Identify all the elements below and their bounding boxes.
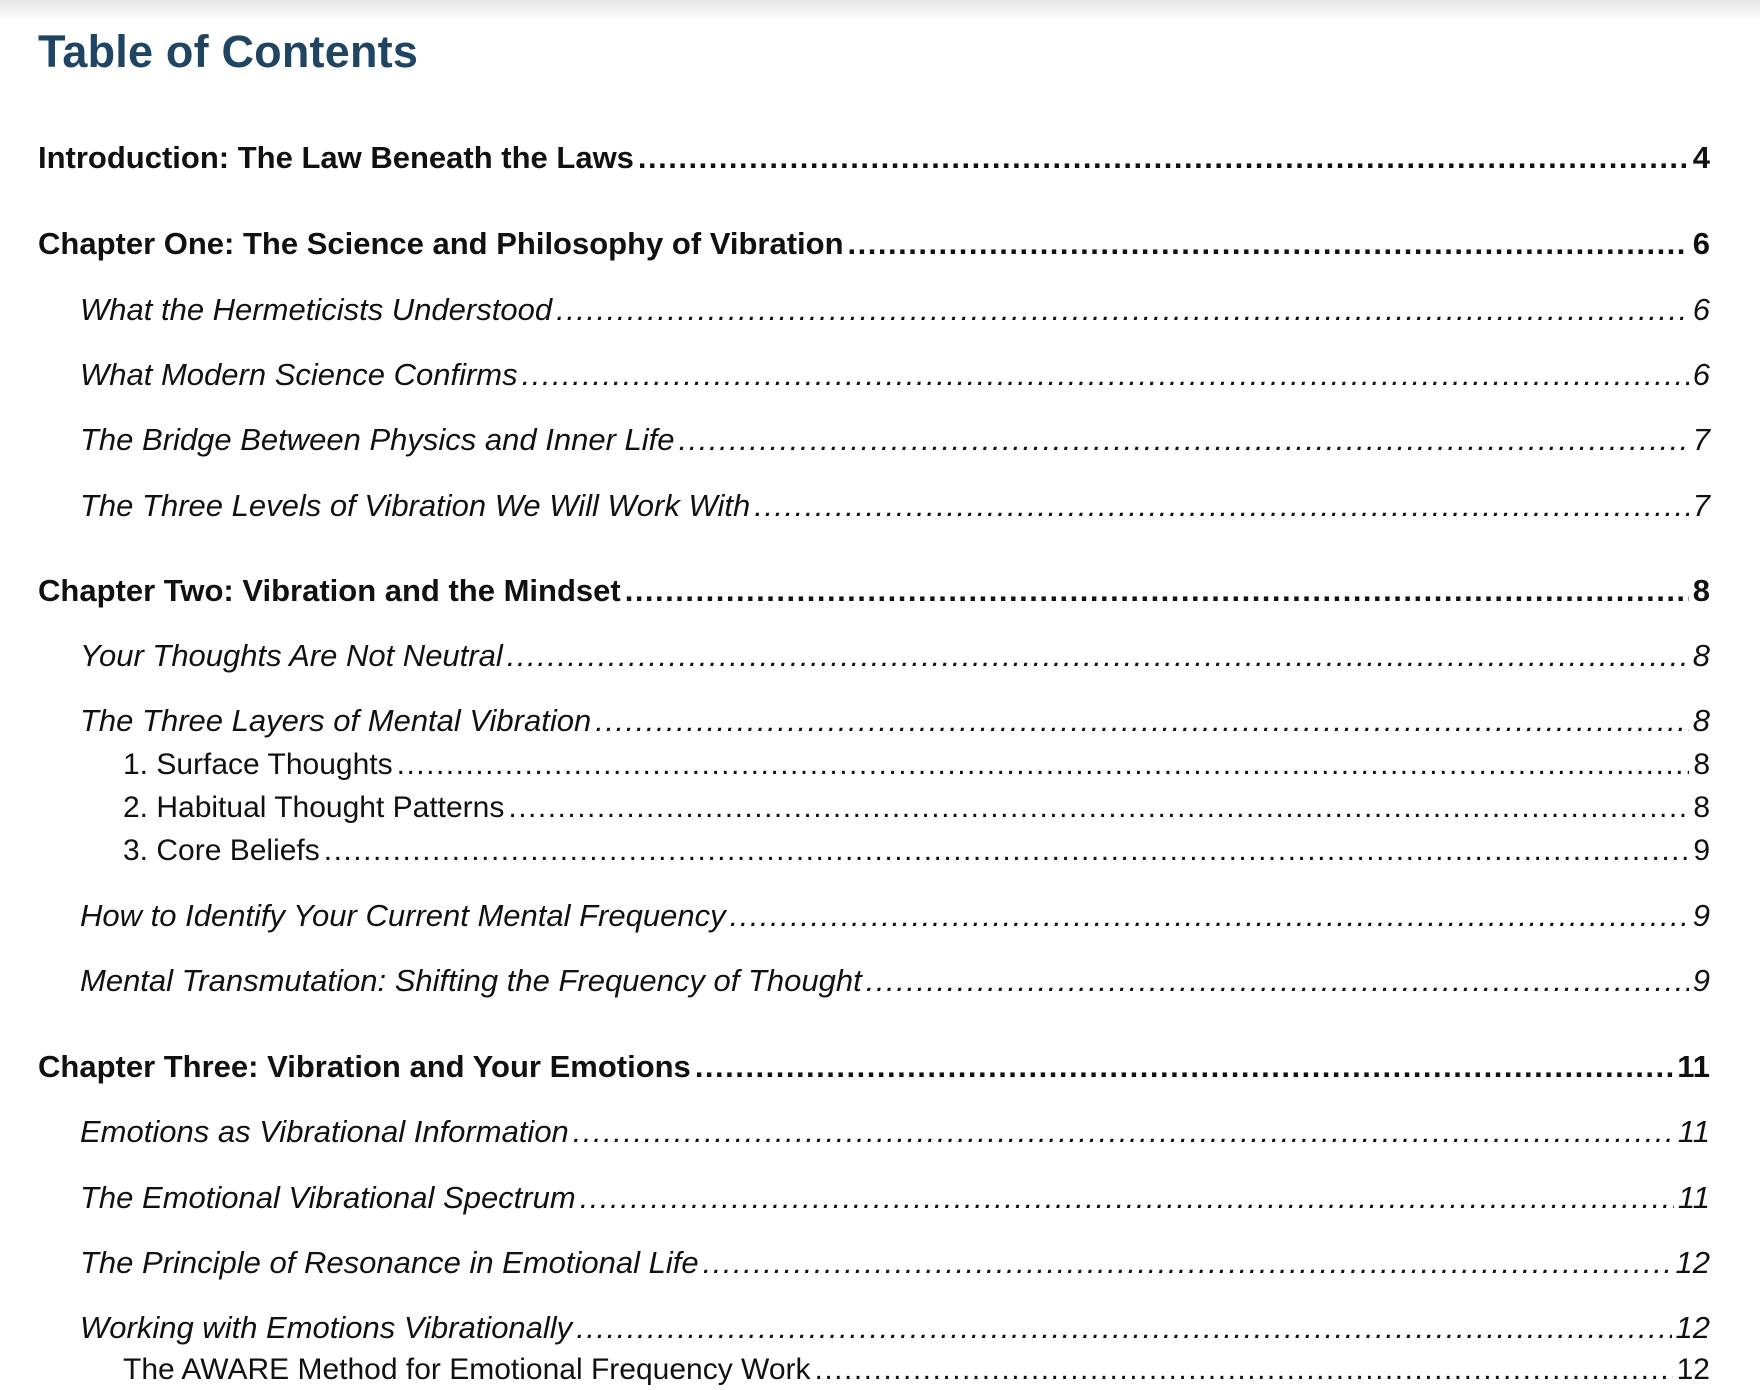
toc-entry-thoughts-not-neutral[interactable] [38,634,1710,678]
toc-entry-surface-thoughts[interactable] [38,745,1710,785]
toc-entry-bridge[interactable] [38,418,1710,462]
dot-leader [580,1176,1674,1220]
toc-entry-label: The Bridge Between Physics and Inner Life [80,422,675,457]
dot-leader [508,788,1689,828]
dot-leader [815,1350,1673,1390]
toc-page-number: 6 [1692,226,1710,261]
toc-entry-core-beliefs[interactable] [38,831,1710,871]
toc-page-number: 8 [1693,748,1710,781]
toc-page-number: 8 [1692,703,1710,738]
dot-leader [397,745,1690,785]
toc-entry-label: The Three Layers of Mental Vibration [80,703,592,738]
toc-entry-label: How to Identify Your Current Mental Frequency [80,898,726,933]
document-page [38,0,1710,1386]
toc-entry-label: Chapter Two: Vibration and the Mindset [38,573,621,608]
toc-entry-label: 2. Habitual Thought Patterns [123,791,505,824]
dot-leader [556,288,1689,332]
dot-leader [679,418,1689,462]
toc-entry-label: Introduction: The Law Beneath the Laws [38,140,634,175]
toc-page-number: 6 [1692,292,1710,327]
toc-entry-modern-science[interactable] [38,353,1710,397]
dot-leader [638,136,1689,180]
toc-page-number: 12 [1675,1245,1710,1280]
toc-page-number: 4 [1692,140,1710,175]
toc-entry-label: Chapter Three: Vibration and Your Emotions [38,1049,691,1084]
toc-entry-working-emotions[interactable] [38,1306,1710,1350]
toc-entry-label: 3. Core Beliefs [123,834,320,867]
toc-entry-chapter-one[interactable] [38,222,1710,266]
toc-entry-habitual-patterns[interactable] [38,788,1710,828]
toc-page-number: 11 [1677,1049,1710,1084]
toc-entry-introduction[interactable] [38,136,1710,180]
toc-page-number: 12 [1675,1310,1710,1345]
toc-entry-label: The Three Levels of Vibration We Will Work With [80,488,751,523]
toc-entry-three-levels[interactable] [38,484,1710,528]
toc-entry-emotional-spectrum[interactable] [38,1176,1710,1220]
toc-page-number: 6 [1692,357,1710,392]
toc-page-number: 9 [1693,834,1710,867]
toc-page-number: 8 [1692,638,1710,673]
toc-page-number: 9 [1692,963,1710,998]
toc-page-number: 7 [1692,488,1710,523]
toc-page-number: 11 [1677,1114,1710,1149]
toc-entry-three-layers[interactable] [38,699,1710,743]
toc-entry-label: Emotions as Vibrational Information [80,1114,569,1149]
toc-entry-chapter-two[interactable] [38,569,1710,613]
dot-leader [576,1306,1671,1350]
toc-entry-label: What the Hermeticists Understood [80,292,553,327]
dot-leader [625,569,1689,613]
toc-entry-identify-frequency[interactable] [38,894,1710,938]
toc-page-number: 7 [1692,422,1710,457]
dot-leader [695,1045,1673,1089]
toc-entry-principle-resonance[interactable] [38,1241,1710,1285]
dot-leader [866,959,1689,1003]
dot-leader [754,484,1689,528]
toc-entry-label: The Principle of Resonance in Emotional Life [80,1245,699,1280]
toc-entry-label: Working with Emotions Vibrationally [80,1310,573,1345]
dot-leader [507,634,1689,678]
toc-page-number: 11 [1677,1180,1710,1215]
toc-page-number: 8 [1692,573,1710,608]
dot-leader [848,222,1689,266]
toc-entry-label: 1. Surface Thoughts [123,748,393,781]
toc-entry-aware-method[interactable] [38,1350,1710,1390]
toc-entry-label: Chapter One: The Science and Philosophy of Vibration [38,226,844,261]
dot-leader [730,894,1689,938]
toc-page-number: 9 [1692,898,1710,933]
toc-entry-label: The AWARE Method for Emotional Frequency Work [123,1353,811,1386]
toc-entry-label: The Emotional Vibrational Spectrum [80,1180,576,1215]
toc-entry-chapter-three[interactable] [38,1045,1710,1089]
toc-entry-emotions-information[interactable] [38,1110,1710,1154]
toc-page-number: 12 [1676,1353,1710,1386]
dot-leader [573,1110,1674,1154]
toc-entry-hermeticists[interactable] [38,288,1710,332]
dot-leader [703,1241,1672,1285]
dot-leader [522,353,1689,397]
toc-entry-label: Your Thoughts Are Not Neutral [80,638,503,673]
dot-leader [324,831,1690,871]
toc-entry-mental-transmutation[interactable] [38,959,1710,1003]
dot-leader [595,699,1689,743]
toc-entry-label: What Modern Science Confirms [80,357,518,392]
toc-page-number: 8 [1693,791,1710,824]
page-title: Table of Contents [38,26,419,77]
toc-entry-label: Mental Transmutation: Shifting the Frequency of Thought [80,963,862,998]
